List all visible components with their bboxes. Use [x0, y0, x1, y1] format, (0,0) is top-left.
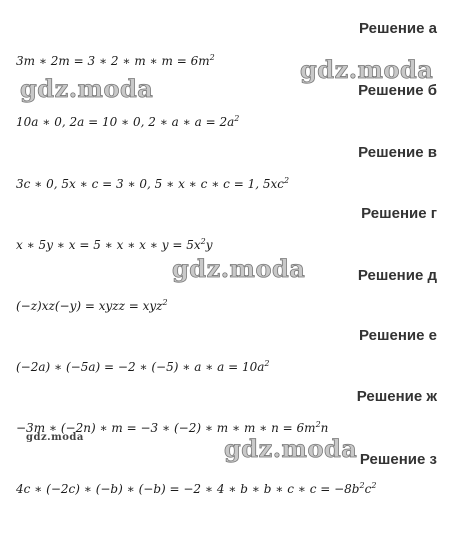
heading-solution-a: Решение а	[359, 20, 437, 37]
heading-solution-d: Решение д	[357, 267, 437, 284]
watermark: gdz.moda	[20, 74, 154, 103]
watermark: gdz.moda	[172, 254, 306, 283]
heading-solution-b: Решение б	[358, 82, 437, 99]
heading-solution-g: Решение г	[361, 205, 437, 222]
heading-solution-v: Решение в	[358, 144, 437, 161]
watermark: gdz.moda	[26, 432, 84, 443]
heading-solution-zh: Решение ж	[356, 388, 437, 405]
formula-solution-d: (−z)xz(−y) = xyzz = xyz$^2$	[16, 298, 168, 313]
formula-solution-v: 3c ∗ 0, 5x ∗ c = 3 ∗ 0, 5 ∗ x ∗ c ∗ c = 1, $5xc^2$	[16, 176, 290, 191]
watermark: gdz.moda	[224, 434, 358, 463]
formula-solution-a: 3m ∗ 2m = 3 ∗ 2 ∗ m ∗ $m = 6m^2$	[16, 53, 215, 68]
heading-solution-e: Решение е	[359, 327, 437, 344]
formula-solution-g: x ∗ 5y ∗ x = 5 ∗ x ∗ x ∗ $y = 5x^2y$	[16, 237, 213, 252]
formula-solution-z: 4c ∗ (−2c) ∗ (−b) ∗ (−b) = −2 ∗ 4 ∗ b ∗ b ∗ c ∗ $c = -8b^2c^2$	[16, 481, 377, 496]
heading-solution-z: Решение з	[359, 451, 437, 468]
formula-solution-e: (−2a) ∗ (−5a) = −2 ∗ (−5) ∗ a ∗ $a = 10a^2$	[16, 359, 270, 374]
watermark: gdz.moda	[300, 55, 434, 84]
formula-solution-zh: −3m ∗ (−2n) ∗ m = −3 ∗ (−2) ∗ m ∗ m ∗ $n = 6m^2n$	[16, 420, 329, 435]
formula-solution-b: 10a ∗ 0, 2a = 10 ∗ 0, 2 ∗ a ∗ $a = 2a^2$	[16, 114, 240, 129]
